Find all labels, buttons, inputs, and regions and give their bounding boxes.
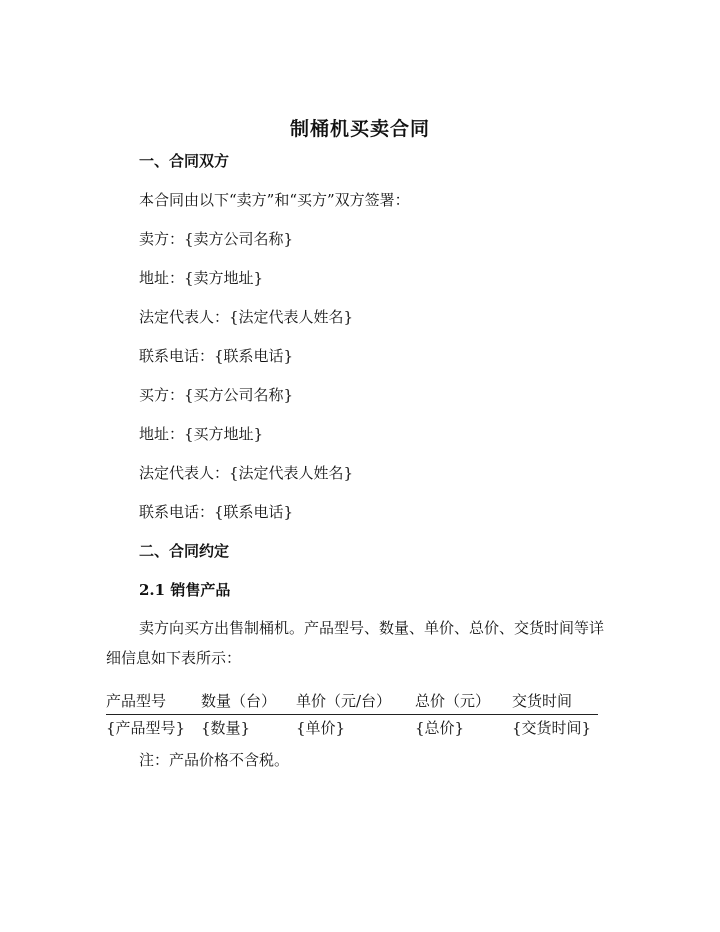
seller-name: 卖方：{卖方公司名称} (139, 230, 294, 248)
table-header-cell: 数量（台） (201, 692, 277, 710)
table-header-cell: 单价（元/台） (296, 692, 392, 710)
table-cell: {交货时间} (512, 719, 592, 737)
buyer-address: 地址：{买方地址} (139, 425, 264, 443)
table-header-row (106, 690, 598, 714)
document-title: 制桶机买卖合同 (289, 118, 430, 140)
buyer-legal-representative: 法定代表人：{法定代表人姓名} (139, 464, 354, 482)
seller-phone: 联系电话：{联系电话} (139, 347, 294, 365)
buyer-name: 买方：{买方公司名称} (139, 386, 294, 404)
products-paragraph: 卖方向买方出售制桶机。产品型号、数量、单价、总价、交货时间等详细信息如下表所示： (106, 619, 605, 667)
subsection-heading-products: 2.1 销售产品 (139, 581, 231, 599)
buyer-phone: 联系电话：{联系电话} (139, 503, 294, 521)
table-cell: {单价} (296, 719, 346, 737)
price-note: 注：产品价格不含税。 (139, 751, 290, 769)
table-header-cell: 交货时间 (512, 692, 573, 710)
table-divider (106, 714, 598, 715)
seller-legal-representative: 法定代表人：{法定代表人姓名} (139, 308, 354, 326)
table-cell: {数量} (201, 719, 251, 737)
table-header-cell: 产品型号 (106, 692, 167, 710)
table-cell: {产品型号} (106, 719, 186, 737)
parties-intro: 本合同由以下“卖方”和“买方”双方签署： (139, 191, 410, 209)
table-row (106, 717, 598, 741)
table-cell: {总价} (415, 719, 465, 737)
product-table (106, 690, 598, 741)
table-header-cell: 总价（元） (415, 692, 491, 710)
section-heading-agreement: 二、合同约定 (139, 542, 230, 560)
section-heading-parties: 一、合同双方 (139, 152, 230, 170)
seller-address: 地址：{卖方地址} (139, 269, 264, 287)
